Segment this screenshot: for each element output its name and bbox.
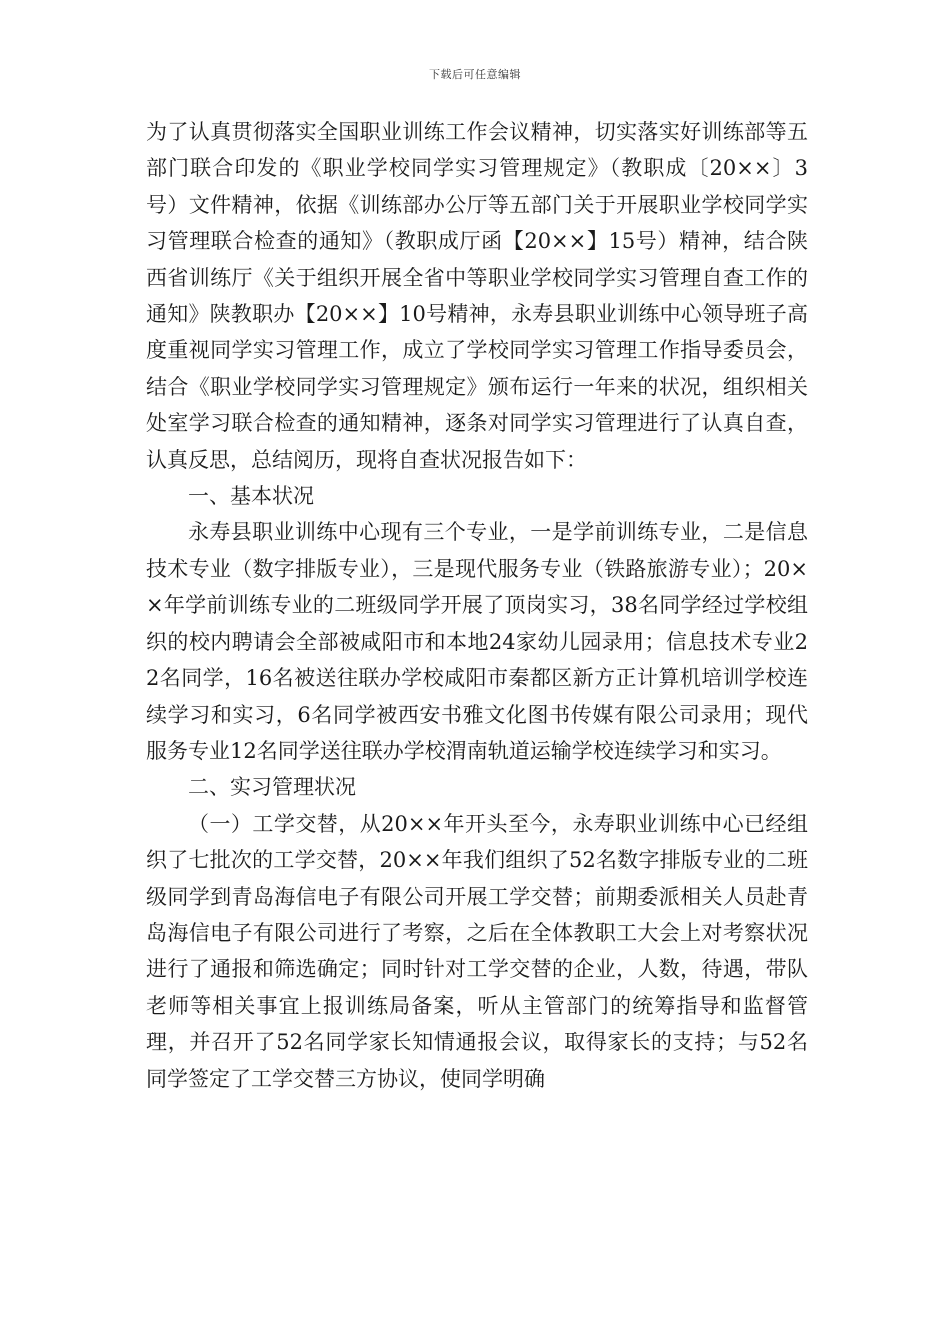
intro-paragraph: 为了认真贯彻落实全国职业训练工作会议精神，切实落实好训练部等五部门联合印发的《职业学校同学实习管理规定》（教职成〔20××〕3号）文件精神，依据《训练部办公厅等五部门关于开展职业学校同学实习管理联合检查的通知》（教职成厅函【20××】15号）精神，结合陕西省训练厅《关于组织开展全省中等职业学校同学实习管理自查工作的通知》陕教职办【20××】10号精神，永寿县职业训练中心领导班子高度重视同学实习管理工作，成立了学校同学实习管理工作指导委员会，结合《职业学校同学实习管理规定》颁布运行一年来的状况，组织相关处室学习联合检查的通知精神，逐条对同学实习管理进行了认真自查，认真反思，总结阅历，现将自查状况报告如下： — [146, 120, 808, 472]
page-header: 下载后可任意编辑 — [429, 68, 521, 81]
work-study-paragraph: （一）工学交替，从20××年开头至今，永寿职业训练中心已经组织了七批次的工学交替，20××年我们组织了52名数字排版专业的二班级同学到青岛海信电子有限公司开展工学交替；前期委派相关人员赴青岛海信电子有限公司进行了考察，之后在全体教职工大会上对考察状况进行了通报和筛选确定；同时针对工学交替的企业，人数，待遇，带队老师等相关事宜上报训练局备案，听从主管部门的统筹指导和监督管理，并召开了52名同学家长知情通报会议，取得家长的支持；与52名同学签定了工学交替三方协议，使同学明确 — [146, 811, 808, 1091]
section-heading-internship: 二、实习管理状况 — [188, 775, 356, 800]
section-heading-basic: 一、基本状况 — [188, 484, 314, 509]
document-body — [146, 114, 808, 1097]
basic-situation-paragraph: 永寿县职业训练中心现有三个专业，一是学前训练专业，二是信息技术专业（数字排版专业），三是现代服务专业（铁路旅游专业）；20××年学前训练专业的二班级同学开展了顶岗实习，38名同学经过学校组织的校内聘请会全部被咸阳市和本地24家幼儿园录用；信息技术专业22名同学，16名被送往联办学校咸阳市秦都区新方正计算机培训学校连续学习和实习，6名同学被西安书雅文化图书传媒有限公司录用；现代服务专业12名同学送往联办学校渭南轨道运输学校连续学习和实习。 — [146, 520, 808, 763]
